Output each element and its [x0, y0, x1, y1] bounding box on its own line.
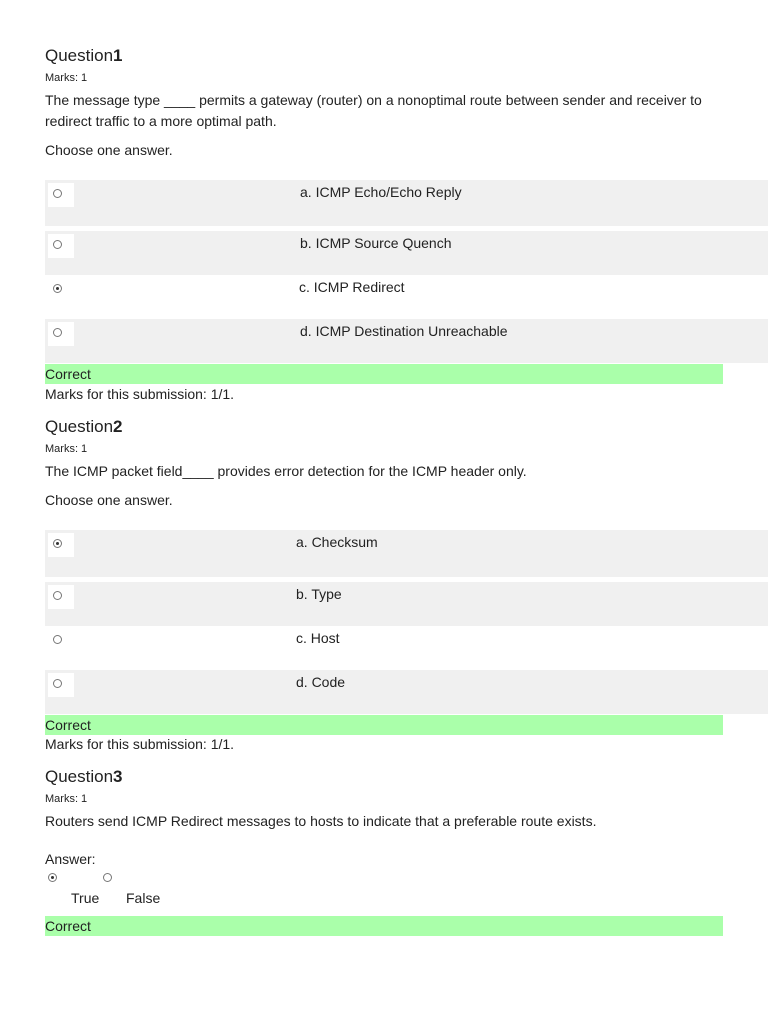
radio-container [48, 585, 74, 609]
submission-marks: Marks for this submission: 1/1. [45, 386, 235, 402]
option-row-q2-b[interactable] [45, 582, 768, 626]
radio-button-q2-a[interactable] [53, 539, 62, 548]
question-text: The ICMP packet field____ provides error detection for the ICMP header only. [45, 463, 527, 479]
question-2 [45, 417, 723, 508]
radio-button-q1-c[interactable] [53, 284, 62, 293]
question-heading [45, 767, 723, 787]
question-heading [45, 46, 723, 66]
marks-text: Marks: 1 [45, 793, 88, 805]
radio-button-true[interactable] [48, 873, 57, 882]
radio-container [48, 629, 74, 653]
true-label: True [71, 890, 100, 906]
option-row-q1-d[interactable] [45, 319, 768, 363]
radio-button-q2-c[interactable] [53, 635, 62, 644]
radio-button-q2-b[interactable] [53, 591, 62, 600]
question-heading [45, 417, 723, 437]
feedback-correct: Correct [45, 715, 723, 735]
radio-container [48, 278, 74, 302]
option-label: c. ICMP Redirect [299, 279, 405, 295]
marks-text: Marks: 1 [45, 72, 88, 84]
question-3 [45, 767, 723, 832]
option-row-q2-a[interactable] [45, 530, 768, 577]
false-label: False [126, 890, 161, 906]
option-label: a. ICMP Echo/Echo Reply [300, 184, 462, 200]
marks-text: Marks: 1 [45, 443, 88, 455]
radio-container [48, 234, 74, 258]
question-label: Question [45, 767, 114, 786]
feedback-correct: Correct [45, 364, 723, 384]
choose-instruction: Choose one answer. [45, 492, 173, 508]
choose-instruction: Choose one answer. [45, 142, 173, 158]
question-number: 2 [113, 417, 123, 436]
answer-label: Answer: [45, 851, 96, 867]
radio-button-q2-d[interactable] [53, 679, 62, 688]
option-row-q1-b[interactable] [45, 231, 768, 275]
question-label: Question [45, 417, 114, 436]
question-1 [45, 46, 723, 158]
question-number: 3 [113, 767, 123, 786]
option-label: a. Checksum [296, 534, 378, 550]
submission-marks: Marks for this submission: 1/1. [45, 736, 235, 752]
option-label: d. Code [296, 674, 346, 690]
option-label: b. Type [296, 586, 342, 602]
radio-container [48, 183, 74, 207]
feedback-correct: Correct [45, 916, 723, 936]
radio-button-q1-d[interactable] [53, 328, 62, 337]
question-text: Routers send ICMP Redirect messages to hosts to indicate that a preferable route exists. [45, 813, 597, 829]
radio-button-q1-b[interactable] [53, 240, 62, 249]
radio-button-q1-a[interactable] [53, 189, 62, 198]
question-text: The message type ____ permits a gateway (router) on a nonoptimal route between sender and receiver to redirect traffic to a more optimal path. [45, 92, 702, 129]
question-number: 1 [113, 46, 123, 65]
option-label: c. Host [296, 630, 340, 646]
question-label: Question [45, 46, 114, 65]
option-label: d. ICMP Destination Unreachable [300, 323, 508, 339]
option-row-q1-a[interactable] [45, 180, 768, 226]
option-row-q1-c[interactable] [45, 275, 768, 319]
radio-container [48, 322, 74, 346]
radio-container [48, 673, 74, 697]
option-row-q2-d[interactable] [45, 670, 768, 714]
radio-button-false[interactable] [103, 873, 112, 882]
option-label: b. ICMP Source Quench [300, 235, 452, 251]
radio-container [48, 533, 74, 557]
option-row-q2-c[interactable] [45, 626, 768, 670]
